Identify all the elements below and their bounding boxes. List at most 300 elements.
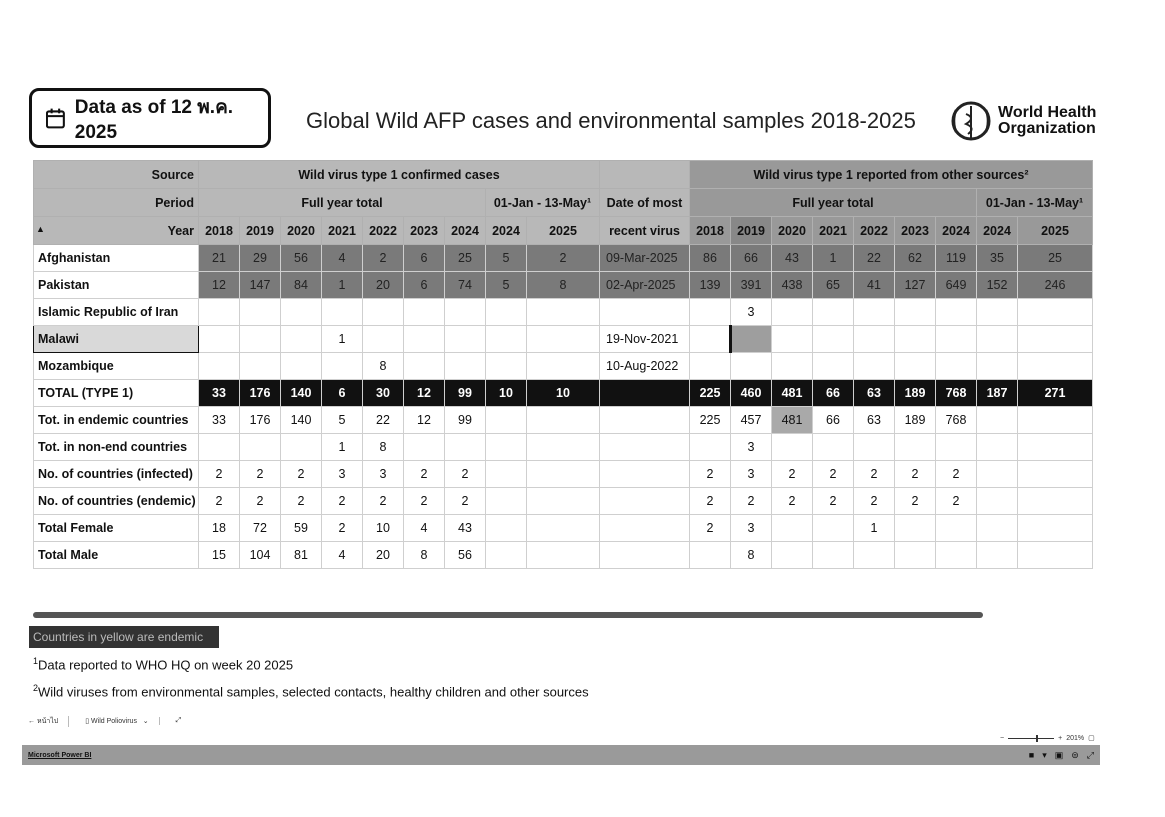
- table-cell: 176: [240, 380, 281, 407]
- header-year[interactable]: ▲ Year: [34, 217, 199, 245]
- fit-page-icon[interactable]: ▢: [1088, 735, 1095, 742]
- table-cell: [813, 299, 854, 326]
- table-cell: 2: [199, 488, 240, 515]
- table-cell: [936, 434, 977, 461]
- recent-date-cell: [600, 542, 690, 569]
- table-cell: 8: [363, 353, 404, 380]
- table-cell: [977, 299, 1018, 326]
- table-cell: 3: [363, 461, 404, 488]
- table-cell: [772, 542, 813, 569]
- row-label: Mozambique: [34, 353, 199, 380]
- table-row[interactable]: [34, 245, 1093, 272]
- recent-date-cell: [600, 488, 690, 515]
- table-cell: [240, 434, 281, 461]
- table-cell: [199, 326, 240, 353]
- recent-date-cell: 19-Nov-2021: [600, 326, 690, 353]
- table-cell: [690, 353, 731, 380]
- table-cell: 3: [731, 461, 772, 488]
- table-cell: 460: [731, 380, 772, 407]
- table-cell: 2: [690, 515, 731, 542]
- table-cell: [445, 326, 486, 353]
- row-label: Pakistan: [34, 272, 199, 299]
- table-cell: 6: [322, 380, 363, 407]
- row-label: Total Male: [34, 542, 199, 569]
- zoom-in-icon[interactable]: +: [1058, 734, 1063, 742]
- table-cell: [486, 461, 527, 488]
- table-cell: 2: [854, 461, 895, 488]
- table-cell: [404, 353, 445, 380]
- table-cell: 2: [445, 488, 486, 515]
- table-cell: 5: [486, 272, 527, 299]
- year-header-left: 2020: [281, 217, 322, 245]
- table-cell: 15: [199, 542, 240, 569]
- table-cell: [404, 299, 445, 326]
- table-cell: [772, 515, 813, 542]
- row-label: Islamic Republic of Iran: [34, 299, 199, 326]
- table-cell: 65: [813, 272, 854, 299]
- table-cell: [240, 326, 281, 353]
- table-cell: 189: [895, 380, 936, 407]
- table-cell: [486, 434, 527, 461]
- table-cell: 2: [281, 461, 322, 488]
- table-cell: 2: [404, 488, 445, 515]
- table-cell: 2: [240, 461, 281, 488]
- table-cell: [363, 299, 404, 326]
- table-cell: [854, 326, 895, 353]
- zoom-level: 201%: [1066, 734, 1085, 742]
- table-cell: 481: [772, 380, 813, 407]
- table-row[interactable]: [34, 353, 1093, 380]
- table-cell: 2: [813, 488, 854, 515]
- table-row[interactable]: [34, 488, 1093, 515]
- table-cell: [772, 299, 813, 326]
- year-header-left: 2023: [404, 217, 445, 245]
- table-cell: [772, 326, 813, 353]
- table-cell: 1: [322, 272, 363, 299]
- footnote-2: $^2$Wild viruses from environmental samples, selected contacts, healthy children and other sources: [33, 683, 589, 700]
- recent-date-cell: 09-Mar-2025: [600, 245, 690, 272]
- endemic-legend: Countries in yellow are endemic: [29, 626, 219, 648]
- period-full-year-right: Full year total: [690, 189, 977, 217]
- table-cell: [813, 434, 854, 461]
- table-cell: 3: [731, 299, 772, 326]
- table-cell: 391: [731, 272, 772, 299]
- table-cell: [895, 299, 936, 326]
- table-cell: [486, 299, 527, 326]
- table-cell: [404, 326, 445, 353]
- table-cell: 4: [322, 245, 363, 272]
- year-header-right: 2023: [895, 217, 936, 245]
- table-cell: 2: [772, 461, 813, 488]
- year-header-left: 2018: [199, 217, 240, 245]
- table-cell: [1018, 326, 1093, 353]
- table-cell: [527, 353, 600, 380]
- table-cell: [1018, 515, 1093, 542]
- table-cell: [936, 515, 977, 542]
- table-cell: [363, 326, 404, 353]
- recent-date-cell: 10-Aug-2022: [600, 353, 690, 380]
- footnote-1: $^1$Data reported to WHO HQ on week 20 2025: [33, 656, 294, 673]
- table-cell: 66: [731, 245, 772, 272]
- table-cell: 66: [813, 380, 854, 407]
- row-label: TOTAL (TYPE 1): [34, 380, 199, 407]
- table-cell: [895, 353, 936, 380]
- table-cell: 59: [281, 515, 322, 542]
- table-cell: 152: [977, 272, 1018, 299]
- year-header-right: 2019: [731, 217, 772, 245]
- table-cell: 1: [322, 326, 363, 353]
- table-cell: 20: [363, 272, 404, 299]
- linkedin-icon[interactable]: ▣: [1054, 749, 1064, 760]
- table-cell: 86: [690, 245, 731, 272]
- date-badge: [29, 88, 271, 148]
- table-cell: [486, 542, 527, 569]
- back-button[interactable]: ← หน้าไป: [28, 716, 69, 727]
- who-emblem-icon: [948, 98, 994, 144]
- group-other-sources: Wild virus type 1 reported from other sources²: [690, 161, 1093, 189]
- table-cell: 25: [445, 245, 486, 272]
- table-cell: 2: [690, 461, 731, 488]
- table-cell: 56: [445, 542, 486, 569]
- table-cell: 140: [281, 407, 322, 434]
- table-cell: [486, 407, 527, 434]
- table-cell: [772, 353, 813, 380]
- row-label: Tot. in non-end countries: [34, 434, 199, 461]
- table-cell: 10: [363, 515, 404, 542]
- twitter-icon[interactable]: ▾: [1042, 749, 1047, 760]
- table-cell: [690, 542, 731, 569]
- year-header-left: 2021: [322, 217, 363, 245]
- table-cell: [977, 434, 1018, 461]
- table-cell: [527, 407, 600, 434]
- header-period: Period: [34, 189, 199, 217]
- table-cell: 2: [199, 461, 240, 488]
- recent-date-cell: [600, 407, 690, 434]
- table-cell: [281, 326, 322, 353]
- table-cell: 33: [199, 407, 240, 434]
- table-cell: 6: [404, 245, 445, 272]
- table-cell: [731, 326, 772, 353]
- table-cell: 41: [854, 272, 895, 299]
- year-header-right: 2020: [772, 217, 813, 245]
- table-cell: 119: [936, 245, 977, 272]
- year-header-left: 2022: [363, 217, 404, 245]
- table-cell: 30: [363, 380, 404, 407]
- period-partial-right: 01-Jan - 13-May¹: [977, 189, 1093, 217]
- table-cell: 1: [813, 245, 854, 272]
- table-cell: 63: [854, 380, 895, 407]
- table-cell: 22: [854, 245, 895, 272]
- table-cell: [977, 353, 1018, 380]
- row-label: Tot. in endemic countries: [34, 407, 199, 434]
- table-cell: 147: [240, 272, 281, 299]
- table-cell: 3: [731, 515, 772, 542]
- table-cell: 8: [527, 272, 600, 299]
- table-cell: [486, 515, 527, 542]
- table-cell: [813, 353, 854, 380]
- year-header-left: 2024: [445, 217, 486, 245]
- report-toolbar: [28, 712, 181, 730]
- table-cell: [1018, 407, 1093, 434]
- date-of-most-header: Date of most: [600, 189, 690, 217]
- table-cell: 225: [690, 407, 731, 434]
- recent-date-cell: [600, 515, 690, 542]
- table-cell: 56: [281, 245, 322, 272]
- recent-date-cell: [600, 299, 690, 326]
- table-row[interactable]: [34, 542, 1093, 569]
- table-cell: 768: [936, 380, 977, 407]
- table-cell: 5: [322, 407, 363, 434]
- table-cell: 72: [240, 515, 281, 542]
- table-cell: [895, 434, 936, 461]
- year-header-right: 2024: [936, 217, 977, 245]
- table-cell: 10: [527, 380, 600, 407]
- table-cell: 104: [240, 542, 281, 569]
- table-cell: 43: [772, 245, 813, 272]
- table-cell: 225: [690, 380, 731, 407]
- table-cell: 8: [731, 542, 772, 569]
- polio-cases-table: [33, 160, 1093, 569]
- table-row[interactable]: [34, 461, 1093, 488]
- table-cell: 1: [854, 515, 895, 542]
- table-cell: [854, 542, 895, 569]
- org-name-line2: Organization: [998, 120, 1096, 137]
- table-row[interactable]: [34, 380, 1093, 407]
- year-header-left: 2024: [486, 217, 527, 245]
- table-cell: [813, 326, 854, 353]
- table-cell: [977, 488, 1018, 515]
- row-label: No. of countries (endemic): [34, 488, 199, 515]
- header-source: Source: [34, 161, 199, 189]
- table-cell: [1018, 434, 1093, 461]
- table-cell: 2: [281, 488, 322, 515]
- table-cell: 20: [363, 542, 404, 569]
- table-cell: [404, 434, 445, 461]
- table-cell: 25: [1018, 245, 1093, 272]
- table-cell: [486, 353, 527, 380]
- table-cell: [281, 299, 322, 326]
- table-row[interactable]: [34, 299, 1093, 326]
- app-link[interactable]: Microsoft Power BI: [28, 751, 92, 759]
- table-cell: 2: [813, 461, 854, 488]
- table-cell: 2: [936, 461, 977, 488]
- table-row[interactable]: [34, 407, 1093, 434]
- table-cell: 457: [731, 407, 772, 434]
- table-cell: [1018, 488, 1093, 515]
- table-cell: 3: [322, 461, 363, 488]
- table-cell: [977, 515, 1018, 542]
- table-cell: 2: [363, 488, 404, 515]
- table-cell: [772, 434, 813, 461]
- table-cell: 22: [363, 407, 404, 434]
- share-icon[interactable]: ⊜: [1071, 749, 1079, 760]
- table-cell: 43: [445, 515, 486, 542]
- table-cell: 84: [281, 272, 322, 299]
- table-cell: [240, 353, 281, 380]
- recent-date-cell: [600, 434, 690, 461]
- org-name-line1: World Health: [998, 104, 1097, 121]
- table-cell: 62: [895, 245, 936, 272]
- table-cell: [527, 326, 600, 353]
- table-cell: [527, 488, 600, 515]
- table-cell: [281, 353, 322, 380]
- period-partial-left: 01-Jan - 13-May¹: [486, 189, 600, 217]
- table-cell: 4: [322, 542, 363, 569]
- who-logo: [948, 98, 1096, 144]
- table-cell: [936, 326, 977, 353]
- table-cell: 18: [199, 515, 240, 542]
- facebook-icon[interactable]: ■: [1028, 749, 1035, 760]
- recent-date-cell: [600, 380, 690, 407]
- period-full-year-left: Full year total: [199, 189, 486, 217]
- status-bar: [22, 745, 1100, 765]
- table-cell: [1018, 542, 1093, 569]
- table-cell: 66: [813, 407, 854, 434]
- table-cell: 8: [363, 434, 404, 461]
- table-cell: 99: [445, 380, 486, 407]
- table-cell: 12: [404, 380, 445, 407]
- recent-virus-header: recent virus: [600, 217, 690, 245]
- table-cell: 3: [731, 434, 772, 461]
- table-cell: 2: [527, 245, 600, 272]
- table-cell: 2: [322, 515, 363, 542]
- table-cell: 768: [936, 407, 977, 434]
- sort-up-icon: ▲: [36, 223, 45, 234]
- table-cell: 649: [936, 272, 977, 299]
- table-cell: [690, 299, 731, 326]
- table-cell: [199, 353, 240, 380]
- table-cell: 187: [977, 380, 1018, 407]
- table-cell: [813, 515, 854, 542]
- page-title: Global Wild AFP cases and environmental samples 2018-2025: [306, 108, 916, 133]
- table-row[interactable]: [34, 515, 1093, 542]
- table-cell: [977, 326, 1018, 353]
- table-cell: [977, 461, 1018, 488]
- table-cell: [1018, 299, 1093, 326]
- year-header-right: 2022: [854, 217, 895, 245]
- table-cell: [445, 434, 486, 461]
- table-cell: [936, 353, 977, 380]
- table-cell: [322, 299, 363, 326]
- table-cell: [731, 353, 772, 380]
- table-cell: 1: [322, 434, 363, 461]
- table-cell: 271: [1018, 380, 1093, 407]
- table-cell: [936, 299, 977, 326]
- zoom-out-icon[interactable]: −: [1000, 734, 1005, 742]
- table-cell: [690, 434, 731, 461]
- row-label: No. of countries (infected): [34, 461, 199, 488]
- year-header-right: 2018: [690, 217, 731, 245]
- table-cell: [1018, 461, 1093, 488]
- table-cell: 246: [1018, 272, 1093, 299]
- table-cell: 140: [281, 380, 322, 407]
- table-cell: [486, 488, 527, 515]
- table-cell: [322, 353, 363, 380]
- table-cell: [813, 542, 854, 569]
- divider: [33, 612, 983, 618]
- table-cell: [527, 461, 600, 488]
- calendar-icon: [46, 107, 65, 129]
- table-cell: 127: [895, 272, 936, 299]
- table-cell: [486, 326, 527, 353]
- table-cell: 2: [895, 488, 936, 515]
- table-cell: 10: [486, 380, 527, 407]
- table-cell: [240, 299, 281, 326]
- group-confirmed-cases: Wild virus type 1 confirmed cases: [199, 161, 600, 189]
- table-cell: [1018, 353, 1093, 380]
- table-cell: 2: [690, 488, 731, 515]
- table-cell: [936, 542, 977, 569]
- table-cell: [527, 299, 600, 326]
- table-cell: 74: [445, 272, 486, 299]
- table-cell: [895, 515, 936, 542]
- year-header-left: 2025: [527, 217, 600, 245]
- table-cell: 99: [445, 407, 486, 434]
- recent-date-cell: 02-Apr-2025: [600, 272, 690, 299]
- table-cell: 2: [363, 245, 404, 272]
- table-cell: 2: [772, 488, 813, 515]
- table-cell: [199, 299, 240, 326]
- row-label: Malawi: [34, 326, 199, 353]
- table-cell: [445, 299, 486, 326]
- table-cell: [281, 434, 322, 461]
- table-cell: 2: [240, 488, 281, 515]
- row-label: Afghanistan: [34, 245, 199, 272]
- table-cell: [854, 299, 895, 326]
- table-cell: 176: [240, 407, 281, 434]
- table-cell: 2: [404, 461, 445, 488]
- table-cell: 81: [281, 542, 322, 569]
- table-cell: 481: [772, 407, 813, 434]
- expand-icon[interactable]: ⤢: [175, 717, 182, 724]
- table-cell: 2: [936, 488, 977, 515]
- table-cell: 2: [322, 488, 363, 515]
- table-cell: [527, 542, 600, 569]
- table-cell: 21: [199, 245, 240, 272]
- year-header-right: 2025: [1018, 217, 1093, 245]
- fullscreen-icon[interactable]: ⤢: [1086, 749, 1094, 760]
- table-cell: 33: [199, 380, 240, 407]
- table-cell: 63: [854, 407, 895, 434]
- table-cell: 139: [690, 272, 731, 299]
- table-cell: [445, 353, 486, 380]
- table-cell: 12: [199, 272, 240, 299]
- year-header-left: 2019: [240, 217, 281, 245]
- table-cell: 35: [977, 245, 1018, 272]
- table-cell: [895, 326, 936, 353]
- table-cell: 2: [895, 461, 936, 488]
- table-row[interactable]: [34, 272, 1093, 299]
- zoom-control[interactable]: [1000, 734, 1095, 742]
- table-cell: 5: [486, 245, 527, 272]
- table-cell: [527, 515, 600, 542]
- table-cell: 4: [404, 515, 445, 542]
- table-row[interactable]: [34, 434, 1093, 461]
- table-cell: 8: [404, 542, 445, 569]
- table-row[interactable]: [34, 326, 1093, 353]
- row-label: Total Female: [34, 515, 199, 542]
- table-cell: [977, 407, 1018, 434]
- year-header-right: 2021: [813, 217, 854, 245]
- page-tab-selector[interactable]: ▯ Wild Poliovirus ⌄: [85, 717, 159, 725]
- table-cell: 2: [731, 488, 772, 515]
- table-cell: [854, 434, 895, 461]
- table-cell: [527, 434, 600, 461]
- table-cell: 2: [854, 488, 895, 515]
- table-cell: 189: [895, 407, 936, 434]
- table-cell: [895, 542, 936, 569]
- table-cell: 438: [772, 272, 813, 299]
